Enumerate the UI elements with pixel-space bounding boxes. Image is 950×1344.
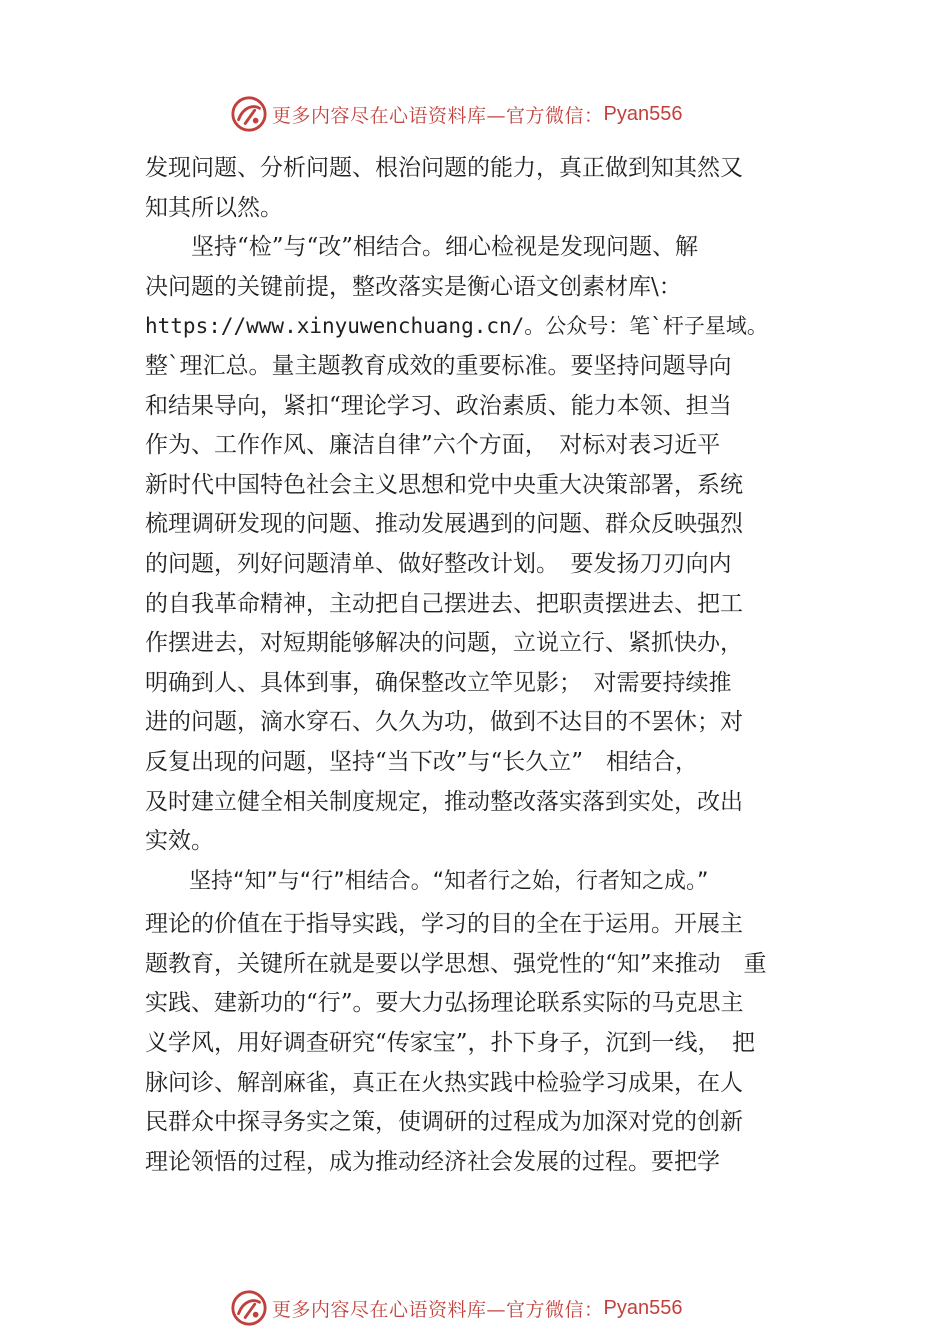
body-line: 脉问诊、解剖麻雀，真正在火热实践中检验学习成果，在人 <box>145 1069 743 1096</box>
body-line: 作摆进去，对短期能够解决的问题，立说立行、紧抓快办， <box>145 630 743 657</box>
body-line: 进的问题，滴水穿石、久久为功，做到不达目的不罢休；对 <box>145 709 743 736</box>
body-line: 坚持“知”与“行”相结合。“知者行之始，行者知之成。” <box>145 868 709 894</box>
header-wechat-id: Pyan556 <box>603 102 683 125</box>
body-line: 梳理调研发现的问题、推动发展遇到的问题、群众反映强烈 <box>145 511 743 538</box>
footer-text: 更多内容尽在心语资料库—官方微信： <box>272 1298 604 1321</box>
body-line: 理论的价值在于指导实践，学习的目的全在于运用。开展主 <box>145 911 743 938</box>
seal-logo-icon <box>230 95 268 133</box>
body-line: 民群众中探寻务实之策，使调研的过程成为加深对党的创新 <box>145 1109 743 1136</box>
body-line: 决问题的关键前提，整改落实是衡心语文创素材库\： <box>145 273 682 300</box>
body-line: 的问题，列好问题清单、做好整改计划。 要发扬刀刃向内 <box>145 550 732 577</box>
footer-wechat-id: Pyan556 <box>603 1296 683 1319</box>
body-line: 作为、工作作风、廉洁自律”六个方面， 对标对表习近平 <box>145 432 721 459</box>
body-line: 实践、建新功的“行”。要大力弘扬理论联系实际的马克思主 <box>145 990 744 1017</box>
body-line: 反复出现的问题，坚持“当下改”与“长久立” 相结合， <box>145 748 699 775</box>
body-line: 坚持“检”与“改”相结合。细心检视是发现问题、解 <box>145 234 699 261</box>
body-line: 的自我革命精神，主动把自己摆进去、把职责摆进去、把工 <box>145 590 743 617</box>
body-line: 义学风，用好调查研究“传家宝”，扑下身子，沉到一线， 把 <box>145 1030 756 1057</box>
seal-logo-icon <box>230 1289 268 1327</box>
body-line: 知其所以然。 <box>145 194 283 221</box>
document-body <box>145 149 810 1182</box>
header-banner <box>230 94 682 134</box>
header-text: 更多内容尽在心语资料库—官方微信： <box>272 104 604 127</box>
body-line: 整`理汇总。量主题教育成效的重要标准。要坚持问题导向 <box>145 352 732 379</box>
body-line: 发现问题、分析问题、根治问题的能力，真正做到知其然又 <box>145 155 743 181</box>
body-line: 题教育，关键所在就是要以学思想、强党性的“知”来推动 重 <box>145 950 767 977</box>
footer-banner <box>230 1288 682 1328</box>
body-line: 及时建立健全相关制度规定，推动整改落实落到实处，改出 <box>145 788 743 815</box>
body-line: 和结果导向，紧扣“理论学习、政治素质、能力本领、担当 <box>145 392 732 419</box>
body-line-url: https://www.xinyuwenchuang.cn/。公众号：笔`杆子星域。 <box>145 314 768 339</box>
body-line: 理论领悟的过程，成为推动经济社会发展的过程。要把学 <box>145 1148 720 1175</box>
body-line: 明确到人、具体到事，确保整改立竿见影； 对需要持续推 <box>145 669 732 696</box>
body-line: 新时代中国特色社会主义思想和党中央重大决策部署，系统 <box>145 471 743 498</box>
body-line: 实效。 <box>145 828 214 855</box>
